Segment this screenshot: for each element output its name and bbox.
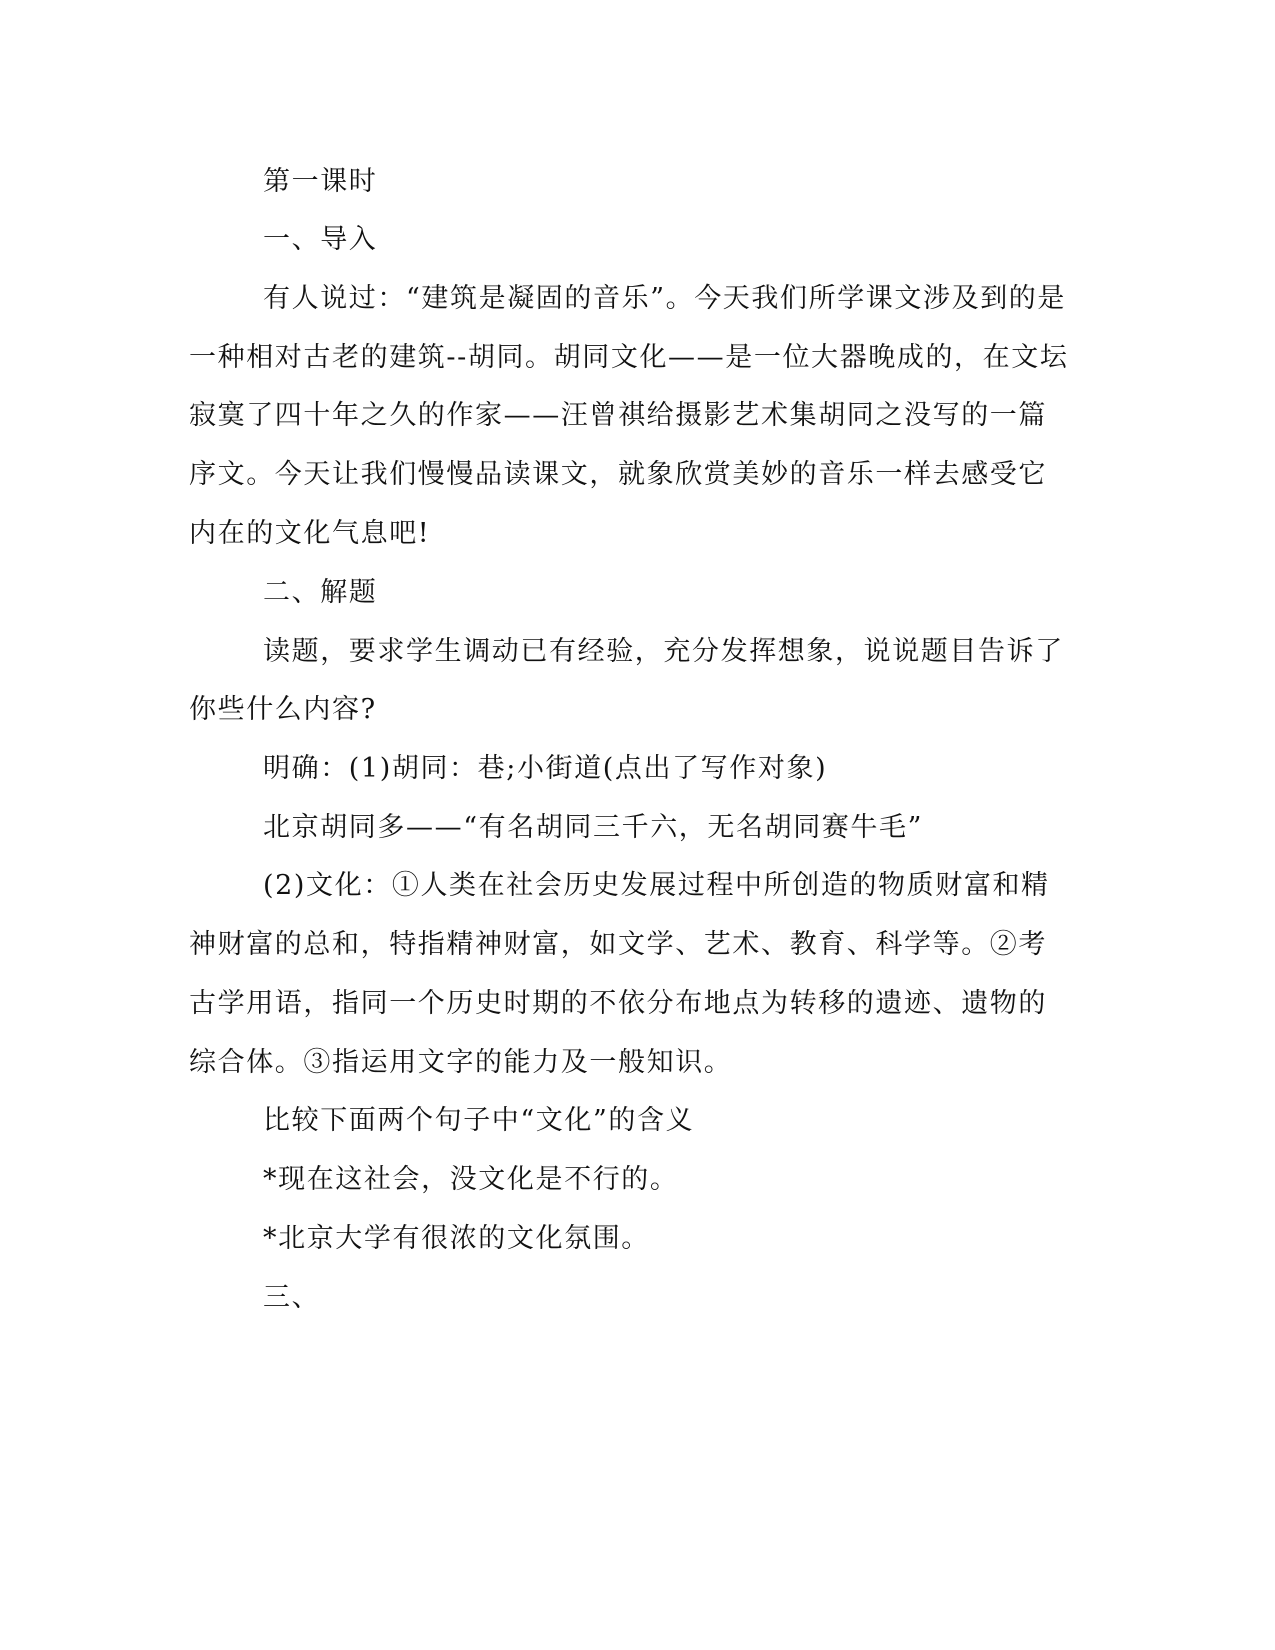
beijing-line: 北京胡同多——“有名胡同三千六，无名胡同赛牛毛” xyxy=(263,812,924,843)
section-title-three: 三、 xyxy=(263,1282,321,1313)
example-sentence: *现在这社会，没文化是不行的。 xyxy=(263,1164,679,1195)
paragraph-line: 古学用语，指同一个历史时期的不依分布地点为转移的遗迹、遗物的 xyxy=(189,988,1047,1019)
section-title-topic: 二、解题 xyxy=(263,577,378,608)
paragraph-line: 神财富的总和，特指精神财富，如文学、艺术、教育、科学等。②考 xyxy=(189,929,1047,960)
lesson-heading: 第一课时 xyxy=(263,166,378,197)
compare-line: 比较下面两个句子中“文化”的含义 xyxy=(263,1105,695,1136)
example-sentence: *北京大学有很浓的文化氛围。 xyxy=(263,1223,650,1254)
paragraph-line: 一种相对古老的建筑--胡同。胡同文化——是一位大器晚成的，在文坛 xyxy=(189,342,1069,373)
paragraph-line: 综合体。③指运用文字的能力及一般知识。 xyxy=(189,1047,733,1078)
paragraph-line: 寂寞了四十年之久的作家——汪曾祺给摄影艺术集胡同之没写的一篇 xyxy=(189,400,1047,431)
paragraph-line: 序文。今天让我们慢慢品读课文，就象欣赏美妙的音乐一样去感受它 xyxy=(189,459,1047,490)
paragraph-line: 有人说过：“建筑是凝固的音乐”。今天我们所学课文涉及到的是 xyxy=(263,283,1067,314)
paragraph-line: (2)文化：①人类在社会历史发展过程中所创造的物质财富和精 xyxy=(263,870,1050,901)
paragraph-line: 内在的文化气息吧! xyxy=(189,518,431,549)
section-title-intro: 一、导入 xyxy=(263,224,378,255)
paragraph-line: 你些什么内容? xyxy=(189,694,377,725)
clarify-line: 明确：(1)胡同：巷;小街道(点出了写作对象) xyxy=(263,753,828,784)
paragraph-line: 读题，要求学生调动已有经验，充分发挥想象，说说题目告诉了 xyxy=(263,636,1064,667)
